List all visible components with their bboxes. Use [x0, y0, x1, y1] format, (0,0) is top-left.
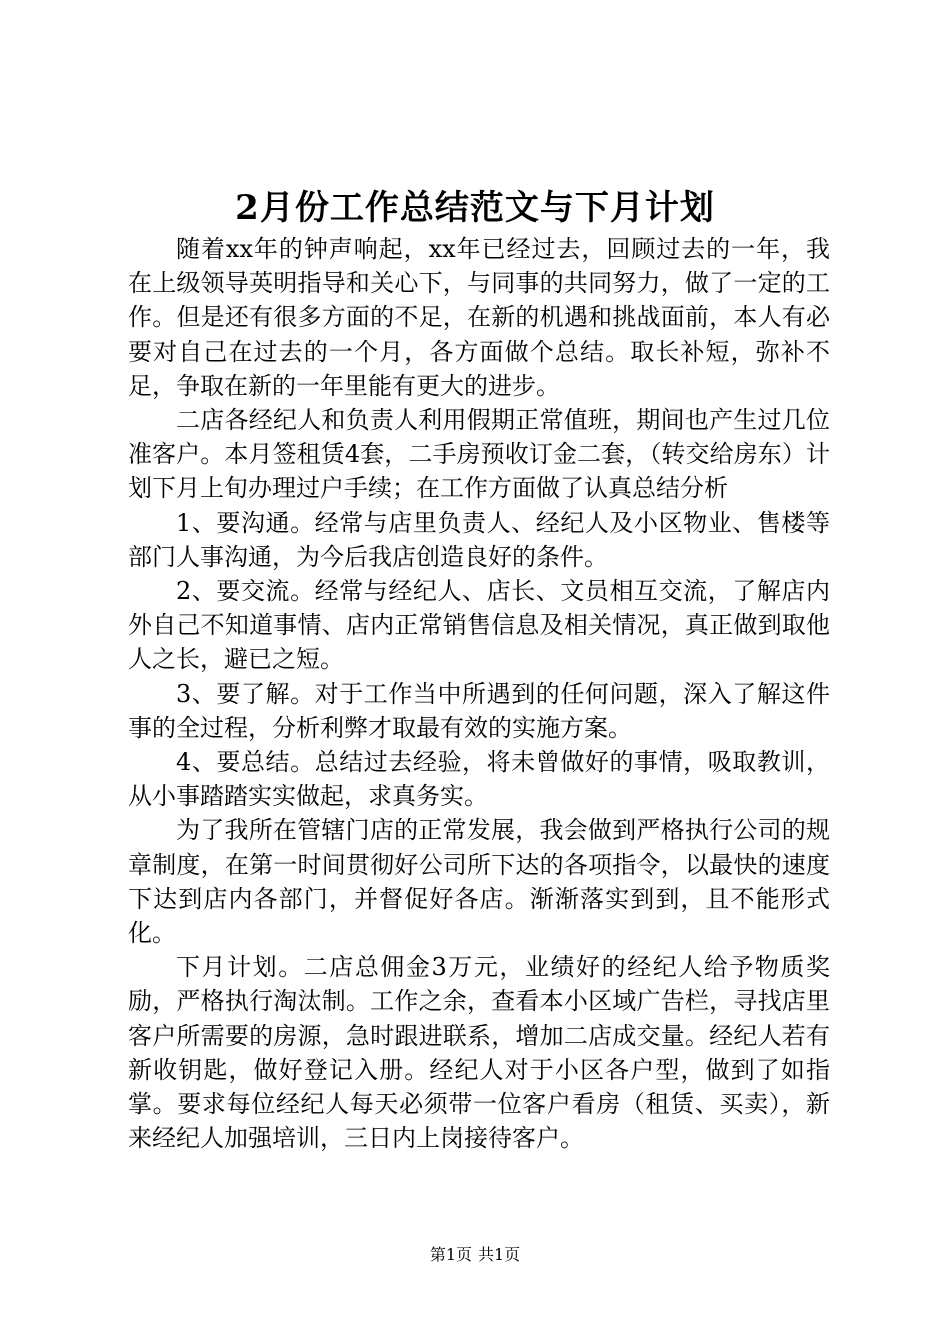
document-title: 2月份工作总结范文与下月计划: [235, 188, 715, 228]
page-number: 第1页: [429, 1245, 472, 1264]
paragraph-point-summarize: 4、要总结。总结过去经验，将未曾做好的事情，吸取教训，从小事踏踏实实做起，求真务实。: [128, 748, 830, 811]
paragraph-intro: 随着xx年的钟声响起，xx年已经过去，回顾过去的一年，我在上级领导英明指导和关心下，与同事的共同努力，做了一定的工作。但是还有很多方面的不足，在新的机遇和挑战面前，本人有必要对自己在过去的一个月，各方面做个总结。取长补短，弥补不足，争取在新的一年里能有更大的进步。: [128, 235, 830, 400]
document-body: [128, 232, 830, 1155]
page-footer: [0, 1244, 950, 1266]
paragraph-store-summary: 二店各经纪人和负责人利用假期正常值班，期间也产生过几位准客户。本月签租赁4套，二手房预收订金二套，（转交给房东）计划下月上旬办理过户手续；在工作方面做了认真总结分析: [128, 406, 830, 503]
paragraph-point-understand: 3、要了解。对于工作当中所遇到的任何问题，深入了解这件事的全过程，分析利弊才取最有效的实施方案。: [128, 679, 830, 742]
page-total: 共1页: [478, 1245, 521, 1264]
paragraph-point-communicate: 1、要沟通。经常与店里负责人、经纪人及小区物业、售楼等部门人事沟通，为今后我店创造良好的条件。: [128, 508, 830, 571]
paragraph-next-month-plan: 下月计划。二店总佣金3万元，业绩好的经纪人给予物质奖励，严格执行淘汰制。工作之余，查看本小区域广告栏，寻找店里客户所需要的房源，急时跟进联系，增加二店成交量。经纪人若有新收钥匙，做好登记入册。经纪人对于小区各户型，做到了如指掌。要求每位经纪人每天必须带一位客户看房（租赁、买卖），新来经纪人加强培训，三日内上岗接待客户。: [128, 953, 830, 1153]
paragraph-store-development: 为了我所在管辖门店的正常发展，我会做到严格执行公司的规章制度，在第一时间贯彻好公司所下达的各项指令，以最快的速度下达到店内各部门，并督促好各店。渐渐落实到到，且不能形式化。: [128, 816, 830, 948]
paragraph-point-exchange: 2、要交流。经常与经纪人、店长、文员相互交流，了解店内外自己不知道事情、店内正常销售信息及相关情况，真正做到取他人之长，避已之短。: [128, 577, 830, 674]
